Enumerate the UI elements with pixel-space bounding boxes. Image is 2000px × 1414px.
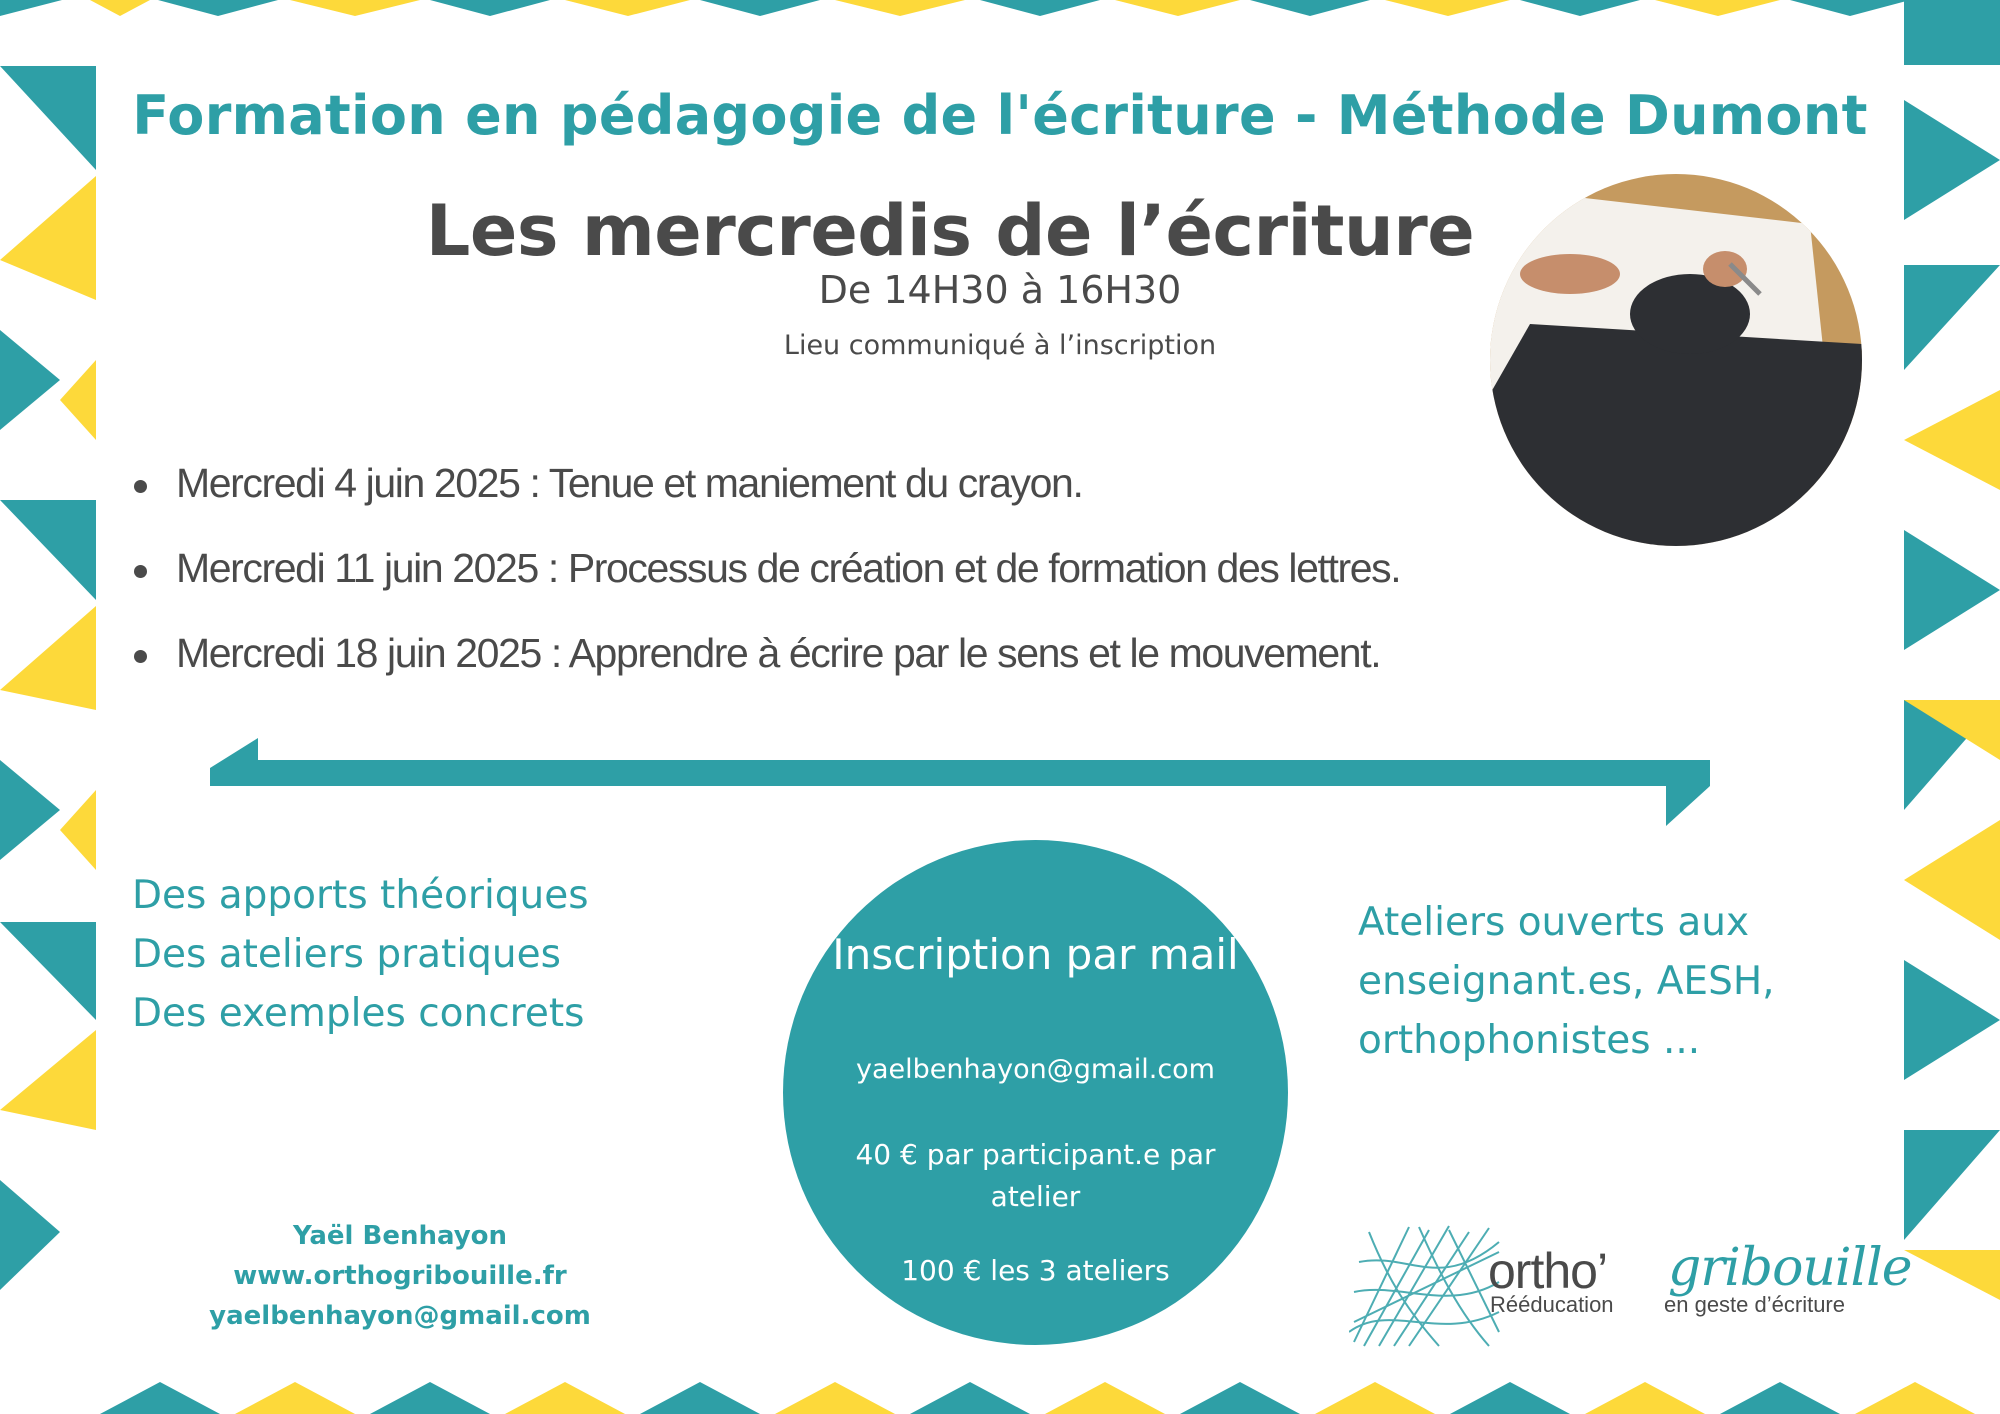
feature-item: Des exemples concrets (132, 991, 585, 1036)
bullet-icon (134, 480, 147, 493)
registration-title: Inscription par mail (832, 930, 1239, 979)
event-headline: Les mercredis de l’écriture (425, 190, 1475, 272)
contact-block (180, 1216, 620, 1336)
event-time: De 14H30 à 16H30 (818, 268, 1182, 312)
session-list (130, 460, 1690, 715)
contact-name: Yaël Benhayon (292, 1221, 508, 1251)
session-text: Mercredi 11 juin 2025 : Processus de création et de formation des lettres. (176, 545, 1401, 591)
page-title: Formation en pédagogie de l'écriture - Méthode Dumont (132, 84, 1868, 147)
audience-text: Ateliers ouverts aux enseignant.es, AESH, orthophonistes ... (1358, 900, 1775, 1063)
registration-email[interactable]: yaelbenhayon@gmail.com (855, 1054, 1215, 1085)
contact-email-link[interactable]: yaelbenhayon@gmail.com (209, 1301, 591, 1331)
price-per-workshop: 40 € par participant.e par atelier (855, 1138, 1216, 1213)
scribble-logo-icon (1349, 1222, 1504, 1348)
feature-item: Des ateliers pratiques (132, 932, 561, 977)
session-item-2 (130, 545, 1690, 630)
session-text: Mercredi 18 juin 2025 : Apprendre à écrire par le sens et le mouvement. (176, 630, 1381, 676)
session-item-3 (130, 630, 1690, 715)
logo-tagline: Rééducation (1490, 1292, 1614, 1317)
session-item-1 (130, 460, 1690, 545)
registration-circle (783, 840, 1288, 1345)
feature-list (132, 866, 752, 1043)
feature-item: Des apports théoriques (132, 873, 589, 918)
logo-word-gribouille: gribouille (1668, 1238, 1912, 1298)
contact-website-link[interactable]: www.orthogribouille.fr (233, 1261, 567, 1291)
logo-tagline: en geste d’écriture (1664, 1292, 1845, 1317)
price-bundle: 100 € les 3 ateliers (901, 1254, 1170, 1287)
logo-word-ortho: ortho’ (1488, 1243, 1608, 1299)
session-text: Mercredi 4 juin 2025 : Tenue et maniement du crayon. (176, 460, 1083, 506)
bullet-icon (134, 650, 147, 663)
divider-arrow (210, 738, 1710, 828)
bullet-icon (134, 565, 147, 578)
event-place: Lieu communiqué à l’inscription (783, 330, 1217, 361)
